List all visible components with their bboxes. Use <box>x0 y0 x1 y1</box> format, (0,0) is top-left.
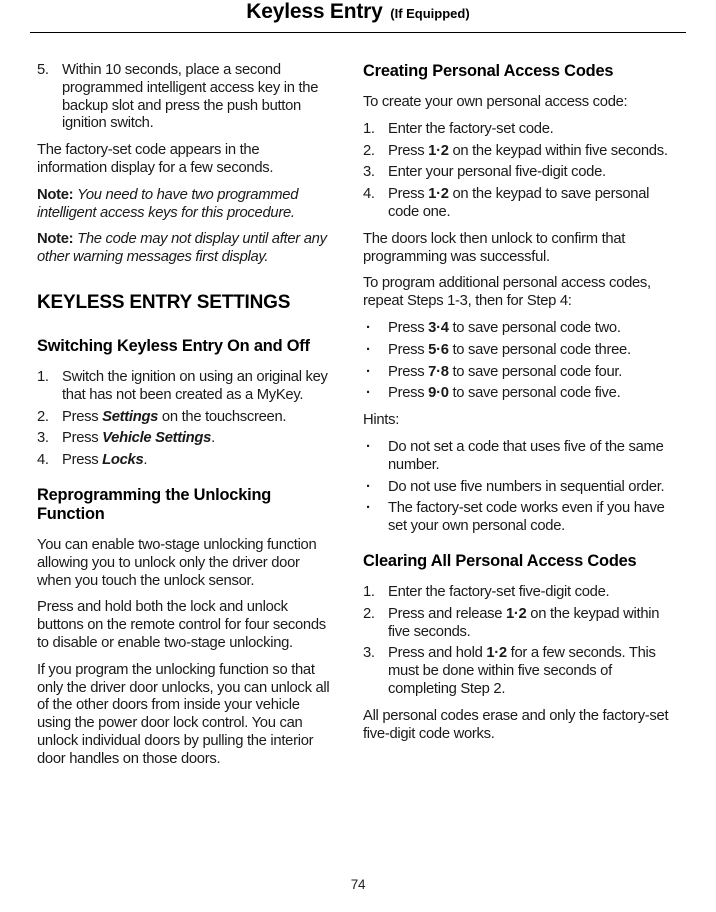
emphasis-text: 9·0 <box>428 385 449 402</box>
bullet-icon: · <box>366 363 371 380</box>
note-label: Note: <box>37 231 78 248</box>
page-title-suffix: (If Equipped) <box>390 6 470 21</box>
subsection-heading: Reprogramming the Unlocking Function <box>37 485 272 523</box>
list-item-text <box>388 320 621 336</box>
list-number: 3. <box>37 430 49 447</box>
subsection-heading: Switching Keyless Entry On and Off <box>37 336 310 355</box>
numbered-list-item <box>37 369 330 405</box>
text-run: . <box>211 430 215 447</box>
list-item-text <box>388 121 553 137</box>
text-run: on the keypad to save personal code one. <box>388 186 650 220</box>
text-run: Within 10 seconds, place a second programmed intelligent access key in the backup slot and press the push button ignition switch. <box>62 62 319 132</box>
emphasis-text: 1·2 <box>428 186 449 203</box>
emphasis-text: 1·2 <box>428 142 449 159</box>
list-item-text <box>62 452 147 468</box>
content-columns <box>0 33 716 778</box>
numbered-list-item <box>37 62 330 133</box>
text-run: to save personal code three. <box>448 341 631 358</box>
text-run: Press <box>388 186 429 203</box>
emphasis-text: 1·2 <box>486 645 507 662</box>
text-run: Press <box>388 319 429 336</box>
bulleted-list-item <box>363 385 680 403</box>
note-paragraph <box>37 187 330 223</box>
list-item-text <box>388 364 622 380</box>
numbered-list-item <box>37 452 330 470</box>
bullet-icon: · <box>366 341 371 358</box>
numbered-list-item <box>363 143 680 161</box>
list-item-text <box>388 606 659 640</box>
text-run: on the keypad within five seconds. <box>388 605 660 640</box>
text-run: Press <box>388 341 429 358</box>
numbered-list <box>37 62 330 133</box>
numbered-list-item <box>363 186 680 222</box>
text-run: Press <box>62 408 103 425</box>
text-run: You can enable two-stage unlocking function allowing you to unlock only the driver door when you touch the unlock sensor. <box>37 536 317 589</box>
list-item-text <box>62 369 328 403</box>
text-run: Press <box>62 452 103 469</box>
text-run: Press <box>388 385 429 402</box>
bulleted-list-item <box>363 500 680 536</box>
numbered-list-item <box>363 645 680 698</box>
text-run: The factory-set code appears in the information display for a few seconds. <box>37 142 274 176</box>
list-item-text <box>388 584 609 600</box>
text-run: Press and hold both the lock and unlock buttons on the remote control for four seconds to disable or enable two-stage unlocking. <box>37 599 326 651</box>
bulleted-list-item <box>363 364 680 382</box>
bulleted-list-item <box>363 342 680 360</box>
list-number: 3. <box>363 164 375 181</box>
text-run: Press and release <box>388 605 506 622</box>
emphasis-text: 1·2 <box>505 605 527 622</box>
list-number: 1. <box>363 120 375 137</box>
list-number: 2. <box>363 605 375 622</box>
paragraph <box>363 231 680 267</box>
text-run: Press <box>388 363 429 380</box>
emphasis-text: 3·4 <box>428 319 449 336</box>
section-heading: KEYLESS ENTRY SETTINGS <box>37 291 291 313</box>
text-run: for a few seconds. This must be done within five seconds of completing Step 2. <box>388 645 656 697</box>
paragraph <box>37 662 330 769</box>
text-run: on the touchscreen. <box>158 408 287 425</box>
list-item-text <box>388 385 620 401</box>
text-run: The doors lock then unlock to confirm that programming was successful. <box>363 230 626 265</box>
text-run: Do not set a code that uses five of the same number. <box>388 438 664 473</box>
list-item-text <box>388 439 664 473</box>
emphasis-text: Locks <box>102 452 144 469</box>
page-footer <box>0 877 716 892</box>
text-run: Enter the factory-set code. <box>388 120 554 137</box>
text-run: Switch the ignition on using an original key that has not been created as a MyKey. <box>62 368 328 403</box>
numbered-list-item <box>363 606 680 642</box>
text-run: on the keypad within five seconds. <box>448 142 668 159</box>
page-title-main: Keyless Entry <box>246 0 383 23</box>
text-run: All personal codes erase and only the factory-set five-digit code works. <box>363 707 669 742</box>
text-run: . <box>143 452 148 469</box>
text-run: Do not use five numbers in sequential order. <box>388 478 665 495</box>
list-item-text <box>388 500 665 534</box>
paragraph <box>363 275 680 311</box>
text-run: The factory-set code works even if you have set your own personal code. <box>388 500 665 535</box>
bullet-icon: · <box>366 500 371 517</box>
list-number: 3. <box>363 645 375 662</box>
text-run: If you program the unlocking function so that only the driver door unlocks, you can unlock all of the other doors from inside your vehicle using the power door lock control. You can unlock individual doors by pulling the interior door handles on those doors. <box>37 661 330 767</box>
list-number: 1. <box>363 583 375 600</box>
paragraph <box>37 537 330 590</box>
text-run: to save personal code five. <box>448 385 621 402</box>
bullet-icon: · <box>366 319 371 336</box>
text-run: Press <box>62 430 103 447</box>
list-item-text <box>388 479 664 495</box>
numbered-list-item <box>37 409 330 427</box>
page-header <box>0 0 716 33</box>
text-run: Hints: <box>363 412 400 429</box>
numbered-list-item <box>363 121 680 139</box>
emphasis-text: 7·8 <box>428 363 449 380</box>
bulleted-list-item <box>363 320 680 338</box>
list-number: 2. <box>37 408 49 425</box>
list-number: 5. <box>37 62 49 78</box>
text-run: to save personal code two. <box>448 319 621 336</box>
numbered-list-item <box>363 584 680 602</box>
note-text: The code may not display until after any other warning messages first display. <box>37 231 327 266</box>
list-number: 4. <box>37 452 49 469</box>
bulleted-list <box>363 439 680 536</box>
list-number: 2. <box>363 142 375 159</box>
list-item-text <box>388 186 649 220</box>
text-run: Press and hold <box>388 645 487 662</box>
note-text: You need to have two programmed intelligent access keys for this procedure. <box>37 186 299 221</box>
list-number: 4. <box>363 186 375 203</box>
paragraph <box>363 94 680 112</box>
bullet-icon: · <box>366 385 371 402</box>
list-item-text <box>388 645 656 697</box>
list-number: 1. <box>37 368 49 385</box>
note-label: Note: <box>37 186 78 203</box>
note-paragraph <box>37 231 330 267</box>
paragraph <box>363 412 680 430</box>
subsection-heading: Creating Personal Access Codes <box>363 62 614 80</box>
paragraph <box>37 599 330 652</box>
numbered-list-item <box>363 164 680 182</box>
page-number: 74 <box>350 877 366 892</box>
emphasis-text: 5·6 <box>428 341 449 358</box>
list-item-text <box>62 62 318 131</box>
page-title <box>0 0 716 26</box>
numbered-list-item <box>37 430 330 448</box>
paragraph <box>363 708 680 744</box>
bulleted-list-item <box>363 479 680 497</box>
emphasis-text: Vehicle Settings <box>102 430 212 447</box>
right-column <box>363 62 680 778</box>
bullet-icon: · <box>366 478 371 495</box>
numbered-list <box>363 584 680 699</box>
list-item-text <box>62 430 215 446</box>
emphasis-text: Settings <box>102 408 159 425</box>
text-run: Enter the factory-set five-digit code. <box>388 583 610 600</box>
list-item-text <box>388 164 606 180</box>
list-item-text <box>388 143 668 159</box>
numbered-list <box>37 369 330 470</box>
bulleted-list <box>363 320 680 403</box>
bullet-icon: · <box>366 438 371 455</box>
left-column <box>37 62 330 778</box>
bulleted-list-item <box>363 439 680 475</box>
list-item-text <box>62 409 286 425</box>
subsection-heading: Clearing All Personal Access Codes <box>363 551 637 570</box>
text-run: Enter your personal five-digit code. <box>388 164 606 181</box>
text-run: To program additional personal access codes, repeat Steps 1-3, then for Step 4: <box>363 275 651 310</box>
text-run: To create your own personal access code: <box>363 94 628 110</box>
text-run: to save personal code four. <box>448 363 623 380</box>
list-item-text <box>388 342 631 358</box>
text-run: Press <box>388 142 429 159</box>
numbered-list <box>363 121 680 222</box>
paragraph <box>37 142 330 178</box>
